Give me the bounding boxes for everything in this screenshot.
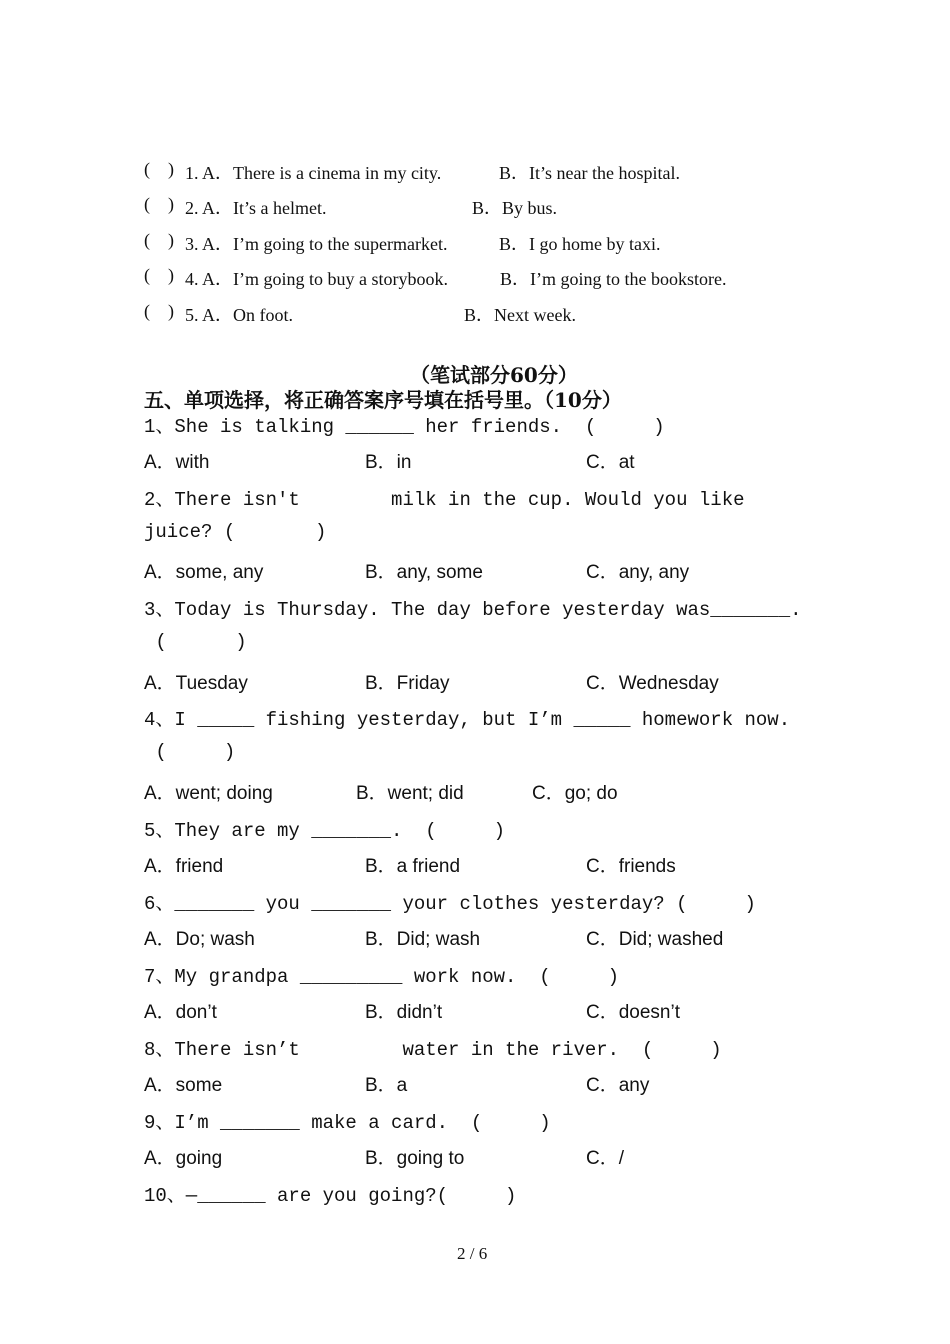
q3-option-c: C．Wednesday <box>586 673 719 694</box>
listening-option-b-2: B．By bus. <box>472 198 558 218</box>
listening-option-a-2: 2. A．It’s a helmet. <box>185 198 327 218</box>
q2-option-b: B．any, some <box>365 562 483 583</box>
question-4-line1: 4、I _____ fishing yesterday, but I’m _____ homework now. <box>144 709 791 731</box>
written-part-title: （笔试部分60分） <box>410 363 578 387</box>
q4-option-c: C．go; do <box>532 783 618 804</box>
page-number: 2 / 6 <box>457 1244 488 1263</box>
q5-option-b: B．a friend <box>365 856 461 877</box>
question-5: 5、They are my _______. ( ) <box>144 820 506 842</box>
question-9: 9、I’m _______ make a card. ( ) <box>144 1112 551 1134</box>
question-1: 1、She is talking ______ her friends. ( ) <box>144 416 665 438</box>
q3-option-b: B．Friday <box>365 673 450 694</box>
question-10: 10、—______ are you going?( ) <box>144 1185 517 1207</box>
q5-option-a: A．friend <box>144 856 224 877</box>
question-3-line1: 3、Today is Thursday. The day before yesterday was_______. <box>144 599 802 621</box>
q7-option-b: B．didn’t <box>365 1002 443 1023</box>
q8-option-a: A．some <box>144 1075 223 1096</box>
q3-option-a: A．Tuesday <box>144 673 248 694</box>
listening-option-b-3: B．I go home by taxi. <box>499 234 661 254</box>
listening-paren-1: ( ) <box>144 159 174 179</box>
q6-option-c: C．Did; washed <box>586 929 724 950</box>
listening-paren-2: ( ) <box>144 194 174 214</box>
q8-option-c: C．any <box>586 1075 650 1096</box>
q4-option-b: B．went; did <box>356 783 464 804</box>
listening-option-b-4: B．I’m going to the bookstore. <box>500 269 727 289</box>
q9-option-c: C．/ <box>586 1148 625 1169</box>
q4-option-a: A．went; doing <box>144 783 273 804</box>
listening-option-b-1: B．It’s near the hospital. <box>499 163 680 183</box>
question-3-line2: ( ) <box>144 631 247 653</box>
listening-paren-5: ( ) <box>144 301 174 321</box>
q8-option-b: B．a <box>365 1075 408 1096</box>
q1-option-c: C．at <box>586 452 635 473</box>
listening-option-b-5: B．Next week. <box>464 305 576 325</box>
q1-option-a: A．with <box>144 452 210 473</box>
q9-option-b: B．going to <box>365 1148 465 1169</box>
q1-option-b: B．in <box>365 452 412 473</box>
q9-option-a: A．going <box>144 1148 223 1169</box>
q2-option-c: C．any, any <box>586 562 690 583</box>
q6-option-a: A．Do; wash <box>144 929 255 950</box>
q7-option-a: A．don’t <box>144 1002 217 1023</box>
listening-paren-4: ( ) <box>144 265 174 285</box>
listening-paren-3: ( ) <box>144 230 174 250</box>
listening-option-a-5: 5. A．On foot. <box>185 305 293 325</box>
question-2-line2: juice? ( ) <box>144 521 327 543</box>
question-8: 8、There isn’t water in the river. ( ) <box>144 1039 722 1061</box>
question-4-line2: ( ) <box>144 741 236 763</box>
q6-option-b: B．Did; wash <box>365 929 481 950</box>
section-five-title: 五、单项选择，将正确答案序号填在括号里。（10分） <box>144 388 622 412</box>
question-6: 6、_______ you _______ your clothes yesterday? ( ) <box>144 893 756 915</box>
question-2-line1: 2、There isn't milk in the cup. Would you like <box>144 489 745 511</box>
listening-option-a-4: 4. A．I’m going to buy a storybook. <box>185 269 448 289</box>
listening-option-a-1: 1. A．There is a cinema in my city. <box>185 163 442 183</box>
q7-option-c: C．doesn’t <box>586 1002 680 1023</box>
q2-option-a: A．some, any <box>144 562 264 583</box>
question-7: 7、My grandpa _________ work now. ( ) <box>144 966 620 988</box>
q5-option-c: C．friends <box>586 856 676 877</box>
listening-option-a-3: 3. A．I’m going to the supermarket. <box>185 234 448 254</box>
